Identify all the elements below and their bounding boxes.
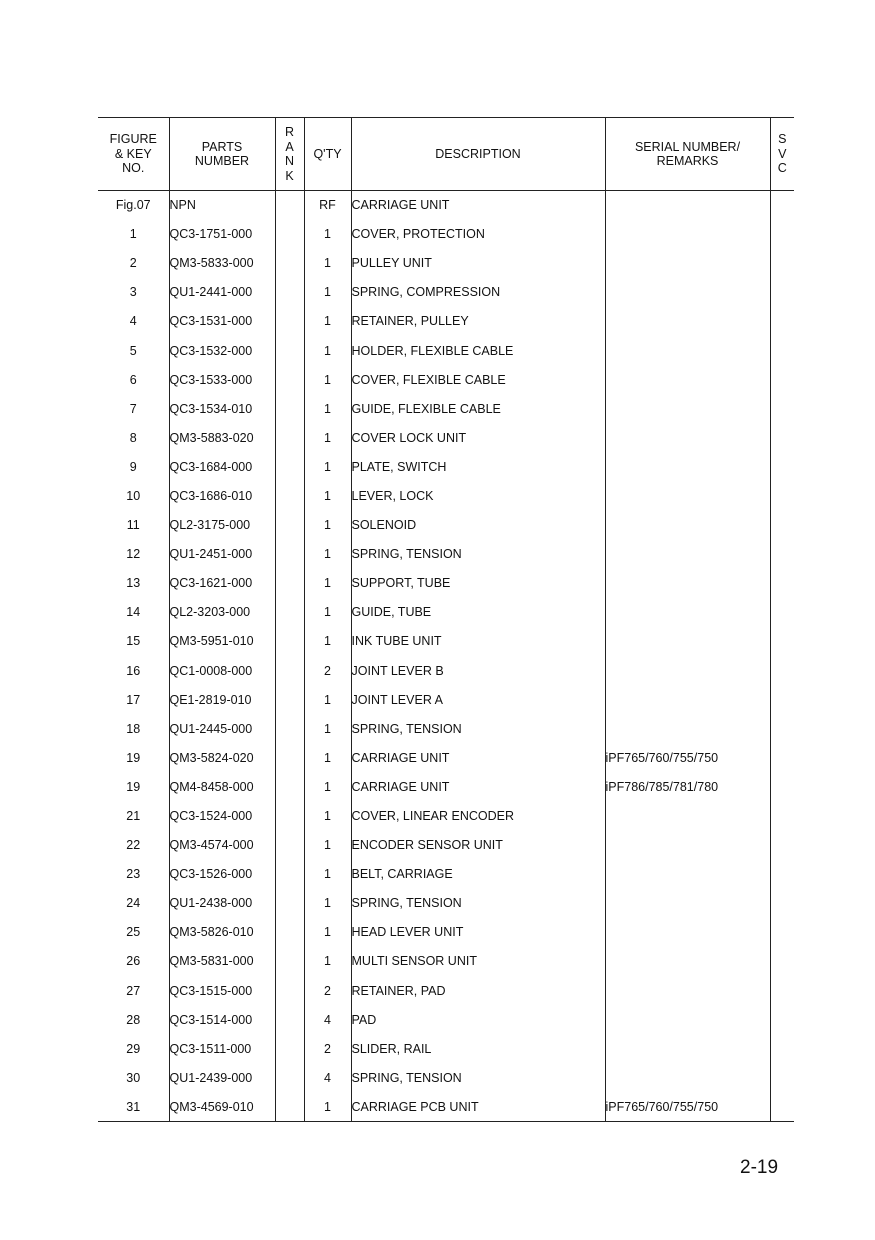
table-row xyxy=(98,220,794,249)
cell-rank xyxy=(275,656,304,685)
cell-figure-key: 12 xyxy=(126,547,141,562)
cell-figure-key: 2 xyxy=(129,256,137,271)
cell-figure-key: 11 xyxy=(126,518,140,533)
cell-figure-key: 23 xyxy=(126,867,141,882)
cell-qty: 1 xyxy=(304,569,351,598)
cell-rank xyxy=(275,1063,304,1092)
cell-figure-key: 24 xyxy=(126,896,141,911)
cell-description: PLATE, SWITCH xyxy=(351,452,605,481)
cell-figure-key: 18 xyxy=(126,721,141,736)
cell-qty: 1 xyxy=(304,801,351,830)
cell-svc xyxy=(770,452,794,481)
cell-svc xyxy=(770,918,794,947)
cell-description: CARRIAGE UNIT xyxy=(351,772,605,801)
cell-rank xyxy=(275,743,304,772)
cell-svc xyxy=(770,1034,794,1063)
cell-qty: 1 xyxy=(304,772,351,801)
cell-parts-number: QU1-2438-000 xyxy=(169,889,275,918)
cell-svc xyxy=(770,569,794,598)
cell-qty: 1 xyxy=(304,336,351,365)
cell-rank xyxy=(275,249,304,278)
cell-svc xyxy=(770,220,794,249)
cell-parts-number: QC3-1751-000 xyxy=(169,220,275,249)
cell-description: SLIDER, RAIL xyxy=(351,1034,605,1063)
cell-serial-remarks xyxy=(605,1005,770,1034)
cell-figure-key: 8 xyxy=(129,430,137,445)
cell-svc xyxy=(770,801,794,830)
cell-rank xyxy=(275,220,304,249)
cell-parts-number: QM3-5883-020 xyxy=(169,423,275,452)
cell-figure-key: 16 xyxy=(126,663,141,678)
cell-figure-key: 4 xyxy=(129,314,137,329)
cell-serial-remarks xyxy=(605,249,770,278)
cell-svc xyxy=(770,511,794,540)
cell-svc xyxy=(770,394,794,423)
cell-serial-remarks xyxy=(605,947,770,976)
table-row xyxy=(98,831,794,860)
cell-serial-remarks xyxy=(605,831,770,860)
cell-parts-number: NPN xyxy=(169,191,275,220)
cell-qty: 1 xyxy=(304,1092,351,1121)
table-row xyxy=(98,423,794,452)
cell-figure-key: 19 xyxy=(126,779,141,794)
cell-parts-number: QC3-1534-010 xyxy=(169,394,275,423)
table-row xyxy=(98,511,794,540)
cell-figure-key: 10 xyxy=(126,488,141,503)
cell-serial-remarks: iPF765/760/755/750 xyxy=(605,743,770,772)
cell-svc xyxy=(770,772,794,801)
cell-figure-key: 27 xyxy=(126,983,141,998)
cell-parts-number: QL2-3175-000 xyxy=(169,511,275,540)
cell-figure-key: 21 xyxy=(126,809,141,824)
page-number: 2-19 xyxy=(740,1157,779,1178)
cell-parts-number: QU1-2451-000 xyxy=(169,540,275,569)
cell-rank xyxy=(275,365,304,394)
cell-svc xyxy=(770,889,794,918)
cell-parts-number: QM4-8458-000 xyxy=(169,772,275,801)
cell-parts-number: QC3-1531-000 xyxy=(169,307,275,336)
cell-figure-key: 28 xyxy=(126,1012,141,1027)
header-qty: Q'TY xyxy=(304,118,351,191)
table-row xyxy=(98,743,794,772)
cell-rank xyxy=(275,801,304,830)
cell-svc xyxy=(770,1063,794,1092)
cell-rank xyxy=(275,598,304,627)
cell-serial-remarks xyxy=(605,394,770,423)
cell-parts-number: QC3-1524-000 xyxy=(169,801,275,830)
cell-qty: 1 xyxy=(304,540,351,569)
cell-serial-remarks xyxy=(605,569,770,598)
cell-rank xyxy=(275,947,304,976)
cell-parts-number: QC3-1684-000 xyxy=(169,452,275,481)
table-row xyxy=(98,1005,794,1034)
table-row xyxy=(98,249,794,278)
cell-rank xyxy=(275,976,304,1005)
cell-qty: 1 xyxy=(304,714,351,743)
cell-svc xyxy=(770,947,794,976)
cell-svc xyxy=(770,685,794,714)
cell-description: CARRIAGE UNIT xyxy=(351,743,605,772)
cell-svc xyxy=(770,598,794,627)
cell-serial-remarks: iPF765/760/755/750 xyxy=(605,1092,770,1121)
header-description: DESCRIPTION xyxy=(351,118,605,191)
cell-rank xyxy=(275,889,304,918)
cell-serial-remarks xyxy=(605,481,770,510)
cell-description: GUIDE, TUBE xyxy=(351,598,605,627)
cell-serial-remarks xyxy=(605,278,770,307)
cell-rank xyxy=(275,307,304,336)
cell-description: BELT, CARRIAGE xyxy=(351,860,605,889)
cell-description: SPRING, TENSION xyxy=(351,889,605,918)
header-rank: R A N K xyxy=(275,118,304,191)
table-row xyxy=(98,714,794,743)
cell-svc xyxy=(770,278,794,307)
table-header xyxy=(98,118,794,191)
cell-figure-key: 19 xyxy=(126,750,141,765)
cell-svc xyxy=(770,860,794,889)
cell-figure-key: 1 xyxy=(129,227,137,242)
cell-description: GUIDE, FLEXIBLE CABLE xyxy=(351,394,605,423)
cell-svc xyxy=(770,423,794,452)
cell-rank xyxy=(275,685,304,714)
cell-serial-remarks xyxy=(605,598,770,627)
cell-parts-number: QU1-2441-000 xyxy=(169,278,275,307)
cell-parts-number: QC3-1686-010 xyxy=(169,481,275,510)
cell-rank xyxy=(275,278,304,307)
cell-serial-remarks: iPF786/785/781/780 xyxy=(605,772,770,801)
table-row xyxy=(98,772,794,801)
cell-serial-remarks xyxy=(605,1034,770,1063)
cell-figure-key: 29 xyxy=(126,1041,141,1056)
cell-parts-number: QC3-1533-000 xyxy=(169,365,275,394)
cell-qty: 1 xyxy=(304,481,351,510)
cell-qty: 1 xyxy=(304,278,351,307)
cell-description: RETAINER, PAD xyxy=(351,976,605,1005)
table-row xyxy=(98,947,794,976)
cell-parts-number: QU1-2439-000 xyxy=(169,1063,275,1092)
table-row xyxy=(98,569,794,598)
cell-figure-key: 31 xyxy=(98,1092,169,1121)
cell-description: JOINT LEVER A xyxy=(351,685,605,714)
cell-parts-number: QC1-0008-000 xyxy=(169,656,275,685)
cell-description: SPRING, COMPRESSION xyxy=(351,278,605,307)
cell-figure-key: 9 xyxy=(129,459,137,474)
cell-qty: 1 xyxy=(304,743,351,772)
table-row xyxy=(98,365,794,394)
cell-parts-number: QU1-2445-000 xyxy=(169,714,275,743)
cell-description: RETAINER, PULLEY xyxy=(351,307,605,336)
cell-serial-remarks xyxy=(605,801,770,830)
cell-qty: 2 xyxy=(304,1034,351,1063)
cell-qty: 1 xyxy=(304,860,351,889)
cell-description: SPRING, TENSION xyxy=(351,540,605,569)
cell-rank xyxy=(275,336,304,365)
cell-svc xyxy=(770,656,794,685)
cell-serial-remarks xyxy=(605,336,770,365)
cell-rank xyxy=(275,772,304,801)
cell-serial-remarks xyxy=(605,452,770,481)
cell-description: INK TUBE UNIT xyxy=(351,627,605,656)
cell-svc xyxy=(770,191,794,220)
cell-figure-key: 14 xyxy=(126,605,141,620)
cell-qty: 1 xyxy=(304,423,351,452)
table-row xyxy=(98,598,794,627)
table-row xyxy=(98,1092,794,1121)
cell-qty: 1 xyxy=(304,831,351,860)
cell-parts-number: QC3-1621-000 xyxy=(169,569,275,598)
cell-svc xyxy=(770,249,794,278)
table-row xyxy=(98,918,794,947)
cell-svc xyxy=(770,481,794,510)
cell-figure-key: 30 xyxy=(126,1070,141,1085)
cell-serial-remarks xyxy=(605,307,770,336)
cell-parts-number: QC3-1514-000 xyxy=(169,1005,275,1034)
cell-rank xyxy=(275,569,304,598)
cell-svc xyxy=(770,336,794,365)
table-row xyxy=(98,452,794,481)
table-row xyxy=(98,889,794,918)
cell-svc xyxy=(770,1092,794,1121)
cell-description: PAD xyxy=(351,1005,605,1034)
cell-description: COVER LOCK UNIT xyxy=(351,423,605,452)
cell-serial-remarks xyxy=(605,511,770,540)
cell-parts-number: QC3-1511-000 xyxy=(169,1034,275,1063)
cell-rank xyxy=(275,627,304,656)
cell-svc xyxy=(770,365,794,394)
cell-parts-number: QL2-3203-000 xyxy=(169,598,275,627)
cell-svc xyxy=(770,976,794,1005)
cell-svc xyxy=(770,831,794,860)
cell-qty: 1 xyxy=(304,452,351,481)
table-row xyxy=(98,685,794,714)
cell-rank xyxy=(275,481,304,510)
table-row xyxy=(98,191,794,220)
cell-figure-key: 7 xyxy=(129,401,137,416)
cell-qty: 4 xyxy=(304,1063,351,1092)
cell-svc xyxy=(770,540,794,569)
table-row xyxy=(98,656,794,685)
cell-description: JOINT LEVER B xyxy=(351,656,605,685)
cell-parts-number: QE1-2819-010 xyxy=(169,685,275,714)
cell-description: LEVER, LOCK xyxy=(351,481,605,510)
cell-figure-key: 17 xyxy=(126,692,141,707)
cell-description: SUPPORT, TUBE xyxy=(351,569,605,598)
cell-rank xyxy=(275,452,304,481)
table-body xyxy=(98,191,794,1122)
cell-description: ENCODER SENSOR UNIT xyxy=(351,831,605,860)
cell-qty: RF xyxy=(304,191,351,220)
cell-serial-remarks xyxy=(605,714,770,743)
cell-rank xyxy=(275,423,304,452)
cell-figure-key: 26 xyxy=(126,954,141,969)
cell-svc xyxy=(770,1005,794,1034)
table-row xyxy=(98,278,794,307)
header-svc: S V C xyxy=(770,118,794,191)
cell-svc xyxy=(770,743,794,772)
parts-list-table xyxy=(98,117,794,1122)
cell-qty: 2 xyxy=(304,976,351,1005)
cell-qty: 1 xyxy=(304,220,351,249)
cell-rank xyxy=(275,831,304,860)
cell-qty: 2 xyxy=(304,656,351,685)
cell-svc xyxy=(770,627,794,656)
cell-serial-remarks xyxy=(605,1063,770,1092)
cell-qty: 1 xyxy=(304,365,351,394)
cell-description: HEAD LEVER UNIT xyxy=(351,918,605,947)
cell-description: SPRING, TENSION xyxy=(351,1063,605,1092)
cell-description: SPRING, TENSION xyxy=(351,714,605,743)
cell-figure-key: 22 xyxy=(126,838,141,853)
cell-figure-key: 3 xyxy=(129,285,137,300)
cell-rank xyxy=(275,714,304,743)
table-row xyxy=(98,801,794,830)
cell-parts-number: QM3-5826-010 xyxy=(169,918,275,947)
cell-figure-key: 6 xyxy=(129,372,137,387)
cell-description: SOLENOID xyxy=(351,511,605,540)
cell-serial-remarks xyxy=(605,540,770,569)
cell-serial-remarks xyxy=(605,918,770,947)
table-row xyxy=(98,627,794,656)
cell-svc xyxy=(770,714,794,743)
cell-figure-key: 5 xyxy=(129,343,137,358)
cell-serial-remarks xyxy=(605,220,770,249)
cell-figure-key: 25 xyxy=(126,925,141,940)
cell-qty: 4 xyxy=(304,1005,351,1034)
table-row xyxy=(98,307,794,336)
table-row xyxy=(98,394,794,423)
cell-parts-number: QM3-5951-010 xyxy=(169,627,275,656)
cell-figure-key: 15 xyxy=(126,634,141,649)
cell-description: CARRIAGE UNIT xyxy=(351,191,605,220)
table-row xyxy=(98,976,794,1005)
cell-qty: 1 xyxy=(304,249,351,278)
cell-qty: 1 xyxy=(304,511,351,540)
cell-serial-remarks xyxy=(605,365,770,394)
cell-parts-number: QM3-4569-010 xyxy=(169,1092,275,1121)
cell-qty: 1 xyxy=(304,685,351,714)
header-parts-number: PARTS NUMBER xyxy=(169,118,275,191)
cell-serial-remarks xyxy=(605,191,770,220)
cell-serial-remarks xyxy=(605,656,770,685)
cell-svc xyxy=(770,307,794,336)
cell-figure-key: Fig.07 xyxy=(115,198,151,213)
cell-rank xyxy=(275,918,304,947)
cell-parts-number: QC3-1532-000 xyxy=(169,336,275,365)
cell-description: COVER, FLEXIBLE CABLE xyxy=(351,365,605,394)
cell-serial-remarks xyxy=(605,423,770,452)
cell-parts-number: QM3-5824-020 xyxy=(169,743,275,772)
cell-rank xyxy=(275,540,304,569)
cell-serial-remarks xyxy=(605,889,770,918)
cell-qty: 1 xyxy=(304,598,351,627)
table-row xyxy=(98,1063,794,1092)
cell-parts-number: QC3-1526-000 xyxy=(169,860,275,889)
header-serial-number-remarks: SERIAL NUMBER/ REMARKS xyxy=(605,118,770,191)
table-row xyxy=(98,860,794,889)
cell-parts-number: QM3-5831-000 xyxy=(169,947,275,976)
cell-description: CARRIAGE PCB UNIT xyxy=(351,1092,605,1121)
cell-rank xyxy=(275,1034,304,1063)
table-row xyxy=(98,336,794,365)
cell-parts-number: QC3-1515-000 xyxy=(169,976,275,1005)
table-row xyxy=(98,1034,794,1063)
cell-qty: 1 xyxy=(304,307,351,336)
cell-serial-remarks xyxy=(605,627,770,656)
cell-serial-remarks xyxy=(605,976,770,1005)
cell-serial-remarks xyxy=(605,685,770,714)
cell-rank xyxy=(275,191,304,220)
cell-rank xyxy=(275,1092,304,1121)
cell-parts-number: QM3-4574-000 xyxy=(169,831,275,860)
cell-parts-number: QM3-5833-000 xyxy=(169,249,275,278)
cell-figure-key: 13 xyxy=(126,576,141,591)
cell-rank xyxy=(275,394,304,423)
cell-qty: 1 xyxy=(304,889,351,918)
cell-description: COVER, PROTECTION xyxy=(351,220,605,249)
cell-description: COVER, LINEAR ENCODER xyxy=(351,801,605,830)
header-figure-key-no: FIGURE & KEY NO. xyxy=(98,118,169,191)
cell-description: MULTI SENSOR UNIT xyxy=(351,947,605,976)
cell-qty: 1 xyxy=(304,627,351,656)
cell-serial-remarks xyxy=(605,860,770,889)
cell-description: PULLEY UNIT xyxy=(351,249,605,278)
cell-qty: 1 xyxy=(304,918,351,947)
cell-qty: 1 xyxy=(304,394,351,423)
cell-qty: 1 xyxy=(304,947,351,976)
cell-rank xyxy=(275,1005,304,1034)
cell-rank xyxy=(275,860,304,889)
table-row xyxy=(98,481,794,510)
table-row xyxy=(98,540,794,569)
cell-description: HOLDER, FLEXIBLE CABLE xyxy=(351,336,605,365)
cell-rank xyxy=(275,511,304,540)
